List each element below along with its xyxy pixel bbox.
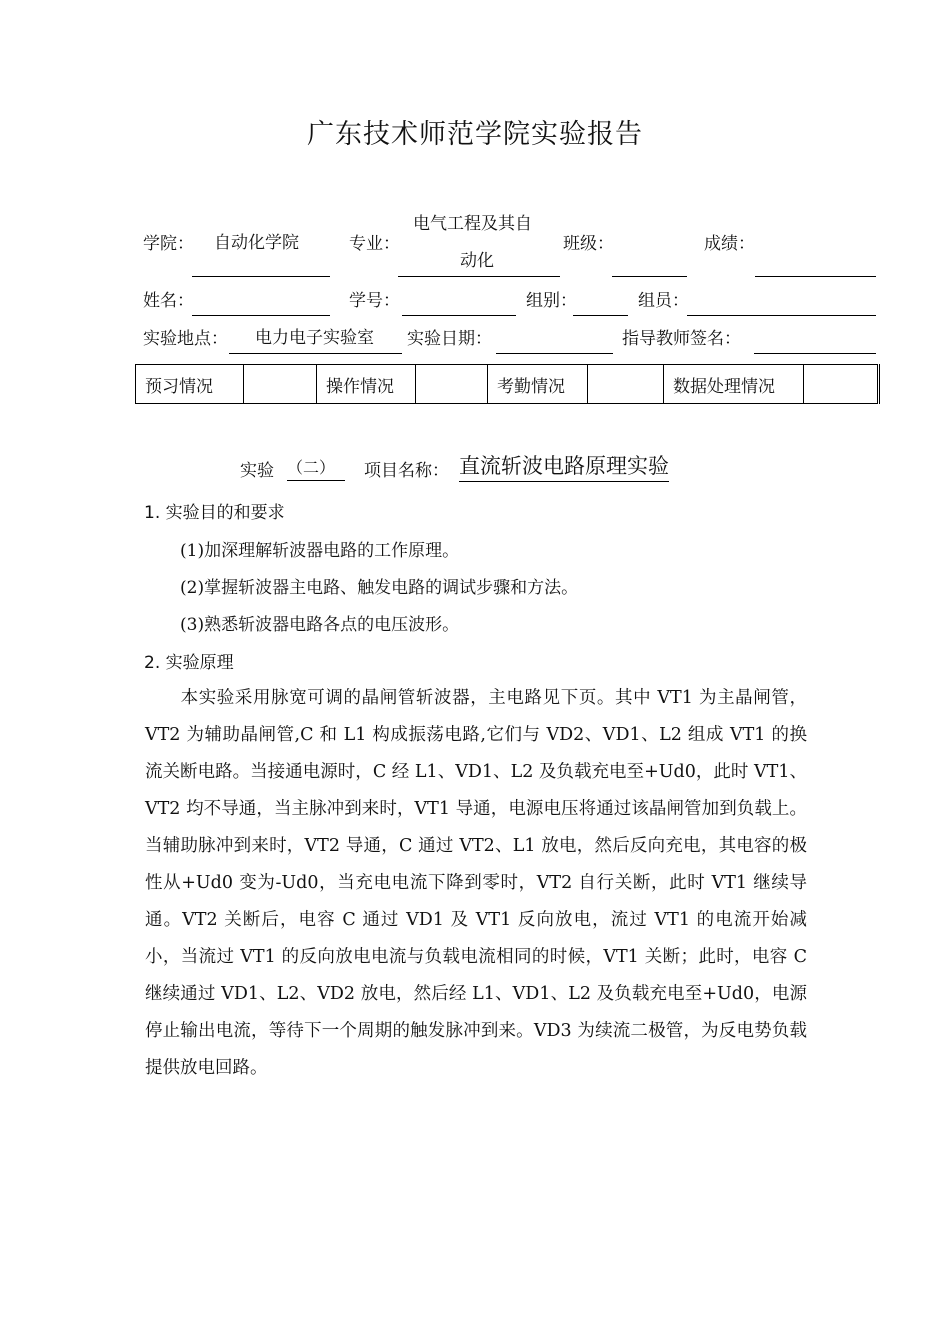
principle-paragraph [145, 680, 807, 1087]
experiment-label: 实验 [240, 461, 274, 481]
location-underline [229, 353, 402, 354]
section2-heading: 2. 实验原理 [144, 653, 234, 673]
project-label: 项目名称： [364, 461, 449, 481]
group-field[interactable] [573, 315, 628, 316]
preview-score-cell[interactable] [244, 365, 317, 404]
grade-field[interactable] [755, 276, 876, 277]
class-field[interactable] [612, 276, 687, 277]
project-name: 直流斩波电路原理实验 [459, 450, 669, 482]
objective-item-3: (3)熟悉斩波器电路各点的电压波形。 [180, 615, 460, 635]
attendance-label: 考勤情况 [488, 365, 588, 404]
id-label: 学号： [349, 291, 400, 311]
name-field[interactable] [192, 315, 330, 316]
date-label: 实验日期： [407, 329, 492, 349]
location-value: 电力电子实验室 [255, 328, 374, 348]
location-label: 实验地点： [143, 329, 228, 349]
teacher-signature-field[interactable] [754, 353, 876, 354]
members-label: 组员： [638, 291, 689, 311]
objective-item-2: (2)掌握斩波器主电路、触发电路的调试步骤和方法。 [180, 578, 579, 598]
principle-text: 本实验采用脉宽可调的晶闸管斩波器，主电路见下页。其中 VT1 为主晶闸管，VT2 为辅助晶闸管,C 和 L1 构成振荡电路,它们与 VD2、VD1、L2 组成 VT1 的换流关断电路。当接通电源时，C 经 L1、VD1、L2 及负载充电至+Ud0，此时 VT1、VT2 均不导通，当主脉冲到来时，VT1 导通，电源电压将通过该晶闸管加到负载上。当辅助脉冲到来时，VT2 导通，C 通过 VT2、L1 放电，然后反向充电，其电容的极性从+Ud0 变为-Ud0，当充电电流下降到零时，VT2 自行关断，此时 VT1 继续导通。VT2 关断后，电容 C 通过 VD1 及 VT1 反向放电，流过 VT1 的电流开始减小，当流过 VT1 的反向放电电流与负载电流相同的时候，VT1 关断；此时，电容 C 继续通过 VD1、L2、VD2 放电，然后经 L1、VD1、L2 及负载充电至+Ud0，电源停止输出电流，等待下一个周期的触发脉冲到来。VD3 为续流二极管，为反电势负载提供放电回路。 [145, 688, 807, 1078]
page-title: 广东技术师范学院实验报告 [307, 119, 643, 150]
major-value-line2: 动化 [460, 251, 494, 271]
preview-label: 预习情况 [136, 365, 244, 404]
college-underline [192, 276, 330, 277]
members-field[interactable] [687, 315, 876, 316]
major-underline [398, 276, 560, 277]
college-label: 学院： [143, 234, 194, 254]
experiment-number: （二） [287, 455, 345, 481]
date-field[interactable] [496, 353, 613, 354]
id-field[interactable] [402, 315, 516, 316]
operation-score-cell[interactable] [416, 365, 488, 404]
major-label: 专业： [349, 234, 400, 254]
operation-label: 操作情况 [317, 365, 416, 404]
section1-heading: 1. 实验目的和要求 [144, 503, 285, 523]
group-label: 组别： [526, 291, 577, 311]
class-label: 班级： [563, 234, 614, 254]
name-label: 姓名： [143, 291, 194, 311]
objective-item-1: (1)加深理解斩波器电路的工作原理。 [180, 541, 460, 561]
attendance-score-cell[interactable] [588, 365, 664, 404]
grade-label: 成绩： [704, 234, 755, 254]
data-processing-score-cell[interactable] [804, 365, 879, 404]
evaluation-table [135, 364, 880, 404]
data-processing-label: 数据处理情况 [664, 365, 804, 404]
teacher-label: 指导教师签名： [622, 329, 741, 349]
major-value-line1: 电气工程及其自 [413, 214, 532, 234]
college-value: 自动化学院 [214, 233, 299, 253]
